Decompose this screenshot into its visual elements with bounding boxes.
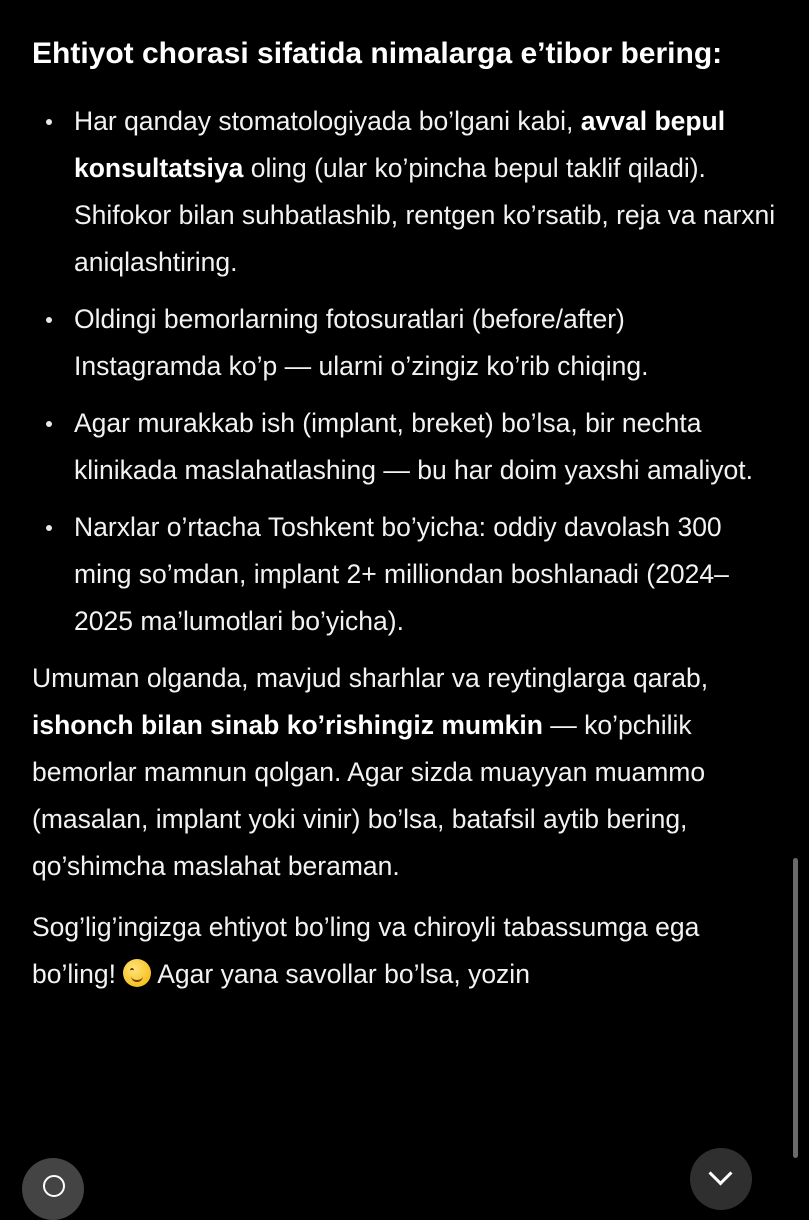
smiling-face-icon <box>123 959 151 987</box>
scrollbar-thumb[interactable] <box>793 858 798 1158</box>
precautions-list <box>32 98 777 645</box>
chevron-down-icon <box>708 1161 732 1185</box>
bullet-dot <box>46 525 52 531</box>
list-item: Har qanday stomatologiyada bo’lgani kabi, avval bepul konsultatsiya oling (ular ko’pincha bepul taklif qiladi). Shifokor bilan suhbatlashib, rentgen ko’rsatib, reja va narxni aniqlashtiring. <box>32 98 777 286</box>
bullet-dot <box>46 421 52 427</box>
scroll-down-button[interactable] <box>690 1148 752 1210</box>
lightbulb-icon <box>43 1175 65 1197</box>
bullet-dot <box>46 119 52 125</box>
closing-paragraph: Sog’lig’ingizga ehtiyot bo’ling va chiroyli tabassumga ega bo’ling! Agar yana savollar bo’lsa, yozin <box>32 912 700 989</box>
list-item: Agar murakkab ish (implant, breket) bo’lsa, bir nechta klinikada maslahatlashing — bu har doim yaxshi amaliyot. <box>32 400 777 494</box>
list-item: Oldingi bemorlarning fotosuratlari (before/after) Instagramda ko’p — ularni o’zingiz ko’rib chiqing. <box>32 296 777 390</box>
bullet-dot <box>46 317 52 323</box>
assistant-message <box>32 28 777 1012</box>
list-item: Narxlar o’rtacha Toshkent bo’yicha: oddiy davolash 300 ming so’mdan, implant 2+ milliondan boshlanadi (2024–2025 ma’lumotlari bo’yicha). <box>32 504 777 645</box>
section-heading: Ehtiyot chorasi sifatida nimalarga e’tibor bering: <box>32 37 723 70</box>
summary-paragraph: Umuman olganda, mavjud sharhlar va reytinglarga qarab, ishonch bilan sinab ko’rishingiz mumkin — ko’pchilik bemorlar mamnun qolgan. Agar sizda muayyan muammo (masalan, implant yoki vinir) bo’lsa, batafsil aytib bering, qo’shimcha maslahat beraman. <box>32 663 709 881</box>
lightbulb-button[interactable] <box>22 1158 84 1220</box>
